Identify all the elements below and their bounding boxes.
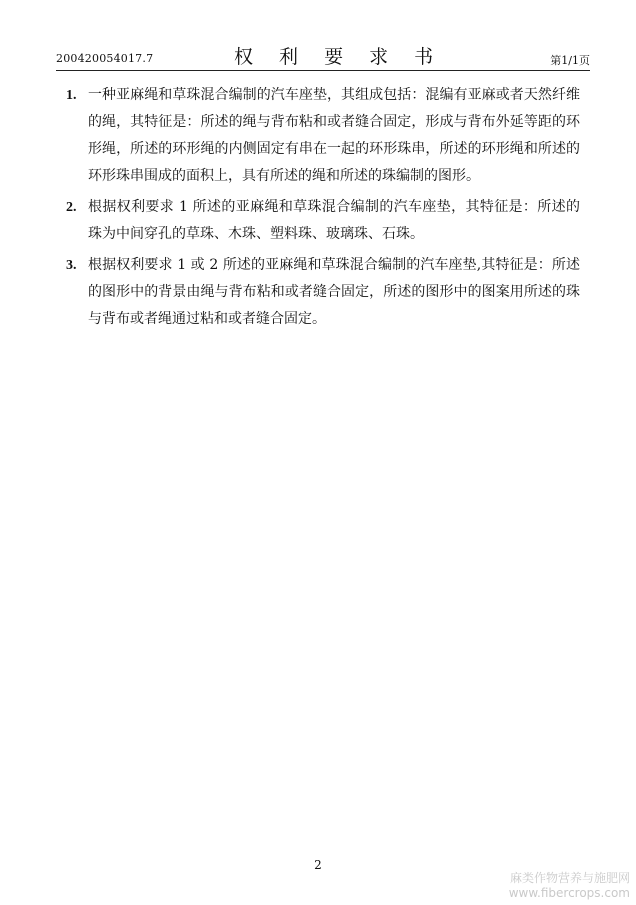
claim-item [60,82,580,190]
claim-text: 一种亚麻绳和草珠混合编制的汽车座垫，其组成包括：混编有亚麻或者天然纤维的绳，其特征是：所述的绳与背布粘和或者缝合固定，形成与背布外延等距的环形绳，所述的环形绳的内侧固定有串在一起的环形珠串，所述的环形绳和所述的环形珠串围成的面积上，具有所述的绳和所述的珠编制的图形。 [88,87,580,184]
claim-text: 根据权利要求 1 或 2 所述的亚麻绳和草珠混合编制的汽车座垫,其特征是：所述的图形中的背景由绳与背布粘和或者缝合固定，所述的图形中的图案用所述的珠与背布或者绳通过粘和或者缝合固定。 [88,257,580,327]
claim-text: 根据权利要求 1 所述的亚麻绳和草珠混合编制的汽车座垫，其特征是：所述的珠为中间穿孔的草珠、木珠、塑料珠、玻璃珠、石珠。 [88,199,580,242]
page-header [56,40,590,70]
page-number: 2 [314,858,322,872]
claim-number: 1. [66,88,77,103]
page-label: 第1/1页 [550,54,590,67]
watermark-url: www.fibercrops.com [508,886,630,900]
header-divider [56,70,590,71]
watermark-site-name: 麻类作物营养与施肥网 [509,871,630,885]
claim-item [60,194,580,248]
watermark [509,871,630,901]
claim-number: 3. [66,258,77,273]
application-number: 200420054017.7 [56,52,154,65]
claim-number: 2. [66,200,77,215]
document-title: 权 利 要 求 书 [234,46,444,68]
claims-list [60,82,580,337]
claim-item [60,252,580,333]
